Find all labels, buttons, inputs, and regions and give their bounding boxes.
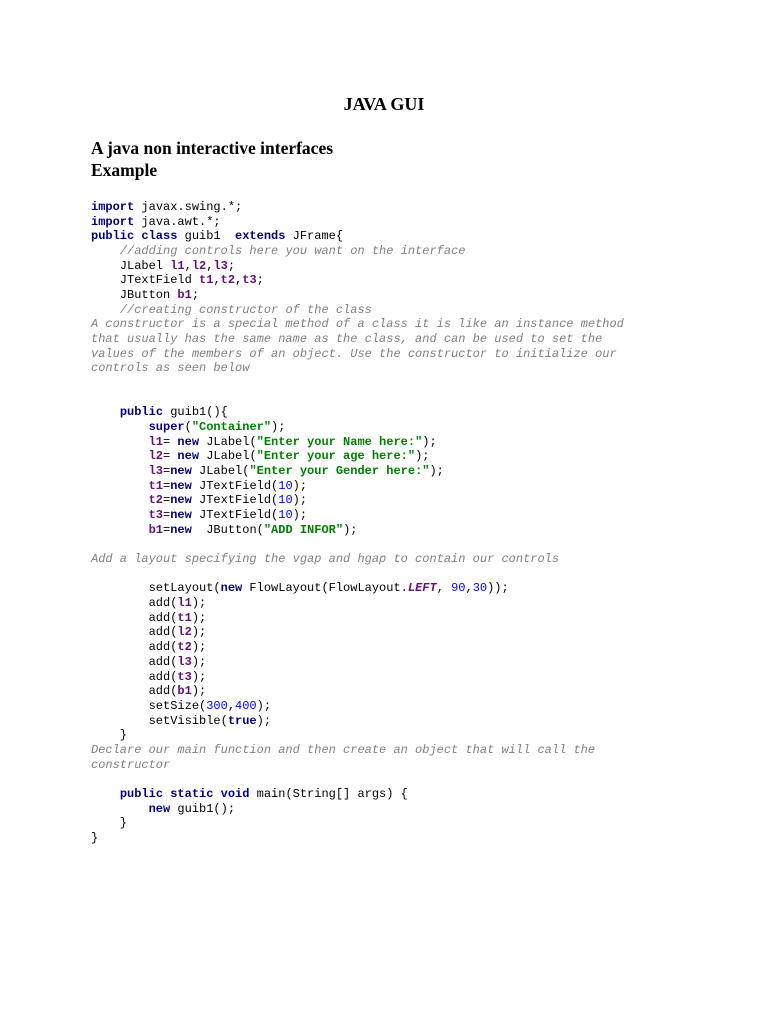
code-line [91, 523, 624, 538]
code-text: , [206, 258, 214, 273]
code-text: , [184, 258, 192, 273]
code-text: ( [184, 420, 192, 435]
code-text: JLabel( [199, 449, 257, 464]
code-field: t1 [199, 273, 214, 288]
code-keyword: new [170, 464, 192, 479]
code-text: ; [256, 273, 264, 288]
code-keyword: public static void [119, 786, 250, 801]
code-comment: //adding controls here you want on the interface [119, 244, 466, 259]
code-line [91, 229, 624, 244]
code-text: ); [271, 420, 286, 435]
code-string: "Enter your Name here:" [256, 434, 423, 449]
code-note: Declare our main function and then create an object that will call the [91, 742, 596, 757]
code-text: = [163, 478, 171, 493]
code-text: ; [191, 288, 200, 303]
code-text [91, 464, 149, 478]
code-text: guib1(); [170, 801, 236, 816]
code-line [91, 625, 624, 640]
code-text: ); [292, 493, 308, 508]
code-note: controls as seen below [91, 361, 250, 376]
code-line [91, 787, 624, 802]
code-keyword: new [170, 493, 192, 508]
code-text: = [163, 434, 178, 449]
code-number: 90 [451, 581, 466, 596]
code-text: = [163, 522, 171, 537]
code-text: guib1 [177, 229, 236, 244]
code-text: ; [227, 258, 236, 273]
code-line [91, 332, 624, 347]
code-note: values of the members of an object. Use the constructor to initialize our [91, 346, 617, 361]
code-number: 300 [206, 698, 228, 713]
code-keyword: public [119, 405, 164, 420]
code-field: l1 [177, 596, 192, 611]
code-text: , [213, 273, 221, 288]
code-field: l2 [177, 625, 192, 640]
code-comment: //creating constructor of the class [119, 302, 372, 317]
code-field: l1 [170, 258, 185, 273]
code-text: ); [415, 449, 430, 464]
code-line [91, 684, 624, 699]
code-keyword: new [170, 478, 192, 493]
code-field: t2 [177, 640, 192, 655]
code-text: , [235, 273, 243, 288]
code-text: JButton( [191, 522, 264, 537]
code-keyword: public class [91, 229, 178, 244]
code-text: )); [487, 581, 509, 596]
code-text: ); [292, 508, 308, 523]
code-line [91, 567, 624, 582]
code-line [91, 376, 624, 391]
code-line [91, 479, 624, 494]
code-text: = [163, 449, 178, 464]
code-field: t3 [148, 508, 164, 523]
code-field: l1 [148, 434, 164, 449]
code-field: t2 [148, 493, 164, 508]
code-text: javax.swing.*; [134, 200, 243, 214]
code-string: "Enter your Gender here:" [249, 464, 430, 479]
code-text: add( [91, 596, 178, 611]
code-text: JButton [91, 288, 178, 303]
code-field: t3 [242, 273, 257, 288]
code-number: 10 [278, 478, 293, 493]
code-line [91, 816, 624, 831]
code-text [91, 508, 149, 522]
code-text: JTextField( [191, 478, 279, 493]
code-text: add( [91, 625, 178, 640]
code-text: JLabel( [199, 434, 257, 449]
code-text [91, 420, 149, 434]
code-line [91, 303, 624, 318]
code-text: java.awt.*; [134, 214, 221, 229]
code-text: JLabel( [191, 464, 250, 479]
code-line [91, 420, 624, 435]
code-text: FlowLayout(FlowLayout. [242, 581, 408, 596]
code-field: b1 [177, 288, 192, 303]
code-number: 30 [472, 581, 488, 596]
code-text: add( [91, 610, 178, 625]
example-heading: Example [91, 160, 158, 180]
code-line [91, 435, 624, 450]
code-constant: LEFT [407, 581, 437, 596]
code-text: setVisible( [91, 713, 228, 728]
code-number: 10 [278, 508, 293, 523]
code-keyword: new [148, 801, 171, 816]
code-field: t1 [177, 610, 192, 625]
code-text: JLabel [91, 258, 171, 273]
code-note: that usually has the same name as the class, and can be used to set the [91, 332, 603, 347]
code-string: "ADD INFOR" [263, 522, 344, 537]
code-keyword: new [177, 434, 200, 449]
code-field: t3 [177, 669, 192, 684]
code-text: , [227, 698, 236, 713]
code-text: setLayout( [91, 581, 221, 596]
code-text [91, 244, 120, 258]
code-text [91, 303, 120, 317]
code-keyword: new [170, 508, 192, 523]
code-line [91, 831, 624, 846]
code-keyword: import [91, 200, 135, 214]
code-text: add( [91, 684, 178, 699]
code-text: = [163, 493, 171, 508]
code-text [91, 493, 149, 507]
code-text: JTextField [91, 273, 200, 288]
code-line [91, 699, 624, 714]
code-line [91, 259, 624, 274]
code-line [91, 347, 624, 362]
code-line [91, 743, 624, 758]
code-line [91, 640, 624, 655]
code-text [91, 479, 149, 493]
code-keyword: new [220, 581, 243, 596]
code-text: = [163, 464, 171, 479]
code-field: t2 [220, 273, 236, 288]
code-text [91, 523, 149, 537]
code-text: ); [191, 610, 207, 625]
code-text: add( [91, 654, 178, 669]
code-text: add( [91, 669, 178, 684]
code-line [91, 714, 624, 729]
code-field: l3 [177, 654, 192, 669]
code-note: Add a layout specifying the vgap and hgap to contain our controls [91, 552, 560, 567]
code-line [91, 537, 624, 552]
code-keyword: new [170, 522, 192, 537]
code-text [91, 787, 120, 801]
code-text: } [91, 830, 99, 845]
code-line [91, 611, 624, 626]
code-line [91, 493, 624, 508]
code-text [91, 405, 120, 419]
code-keyword: extends [235, 229, 286, 244]
code-block [91, 200, 624, 846]
code-text: ); [191, 640, 207, 655]
code-text: JTextField( [191, 508, 279, 523]
code-text: ); [429, 464, 444, 479]
code-text: ); [256, 713, 272, 728]
code-text: , [465, 581, 473, 596]
code-field: b1 [148, 522, 164, 537]
code-field: b1 [177, 684, 192, 699]
code-line [91, 391, 624, 406]
code-field: l3 [148, 464, 164, 479]
code-line [91, 288, 624, 303]
code-line [91, 449, 624, 464]
code-line [91, 244, 624, 259]
code-line [91, 772, 624, 787]
code-text: ); [256, 698, 272, 713]
code-text: JFrame{ [285, 229, 344, 244]
code-text: } [91, 816, 128, 831]
code-line [91, 200, 624, 215]
code-line [91, 655, 624, 670]
code-line [91, 215, 624, 230]
code-text: ); [191, 654, 207, 669]
code-text: main(String[] args) { [249, 786, 408, 801]
code-text [91, 802, 149, 816]
code-line [91, 758, 624, 773]
code-field: l2 [148, 449, 164, 464]
code-field: l3 [213, 258, 228, 273]
code-text: ); [292, 478, 308, 493]
code-text: ); [191, 625, 207, 640]
code-keyword: new [177, 449, 200, 464]
code-line [91, 596, 624, 611]
code-note: A constructor is a special method of a class it is like an instance method [91, 317, 624, 332]
code-line [91, 581, 624, 596]
code-string: "Container" [191, 420, 272, 435]
code-line [91, 728, 624, 743]
code-string: "Enter your age here:" [256, 449, 416, 464]
code-text: JTextField( [191, 493, 279, 508]
code-line [91, 670, 624, 685]
code-line [91, 273, 624, 288]
code-text: } [91, 728, 128, 743]
code-line [91, 405, 624, 420]
code-text: ); [191, 669, 207, 684]
code-text: , [436, 581, 452, 596]
code-keyword: super [148, 420, 185, 435]
code-text: = [163, 508, 171, 523]
section-heading: A java non interactive interfaces [91, 138, 334, 158]
code-text: ); [422, 434, 437, 449]
code-number: 400 [235, 698, 257, 713]
code-text: setSize( [91, 698, 207, 713]
code-line [91, 802, 624, 817]
code-keyword: true [227, 713, 257, 728]
code-text: ); [191, 596, 207, 611]
code-text: ); [343, 522, 358, 537]
code-keyword: import [91, 214, 135, 229]
code-text: guib1(){ [163, 405, 228, 420]
code-line [91, 361, 624, 376]
code-text [91, 435, 149, 449]
code-field: t1 [148, 478, 164, 493]
page-title: JAVA GUI [343, 94, 425, 114]
code-line [91, 317, 624, 332]
code-line [91, 552, 624, 567]
code-field: l2 [191, 258, 207, 273]
code-number: 10 [278, 493, 293, 508]
code-text: add( [91, 640, 178, 655]
code-text: ); [191, 684, 207, 699]
code-note: constructor [91, 757, 171, 772]
code-line [91, 508, 624, 523]
code-text [91, 449, 149, 463]
code-line [91, 464, 624, 479]
